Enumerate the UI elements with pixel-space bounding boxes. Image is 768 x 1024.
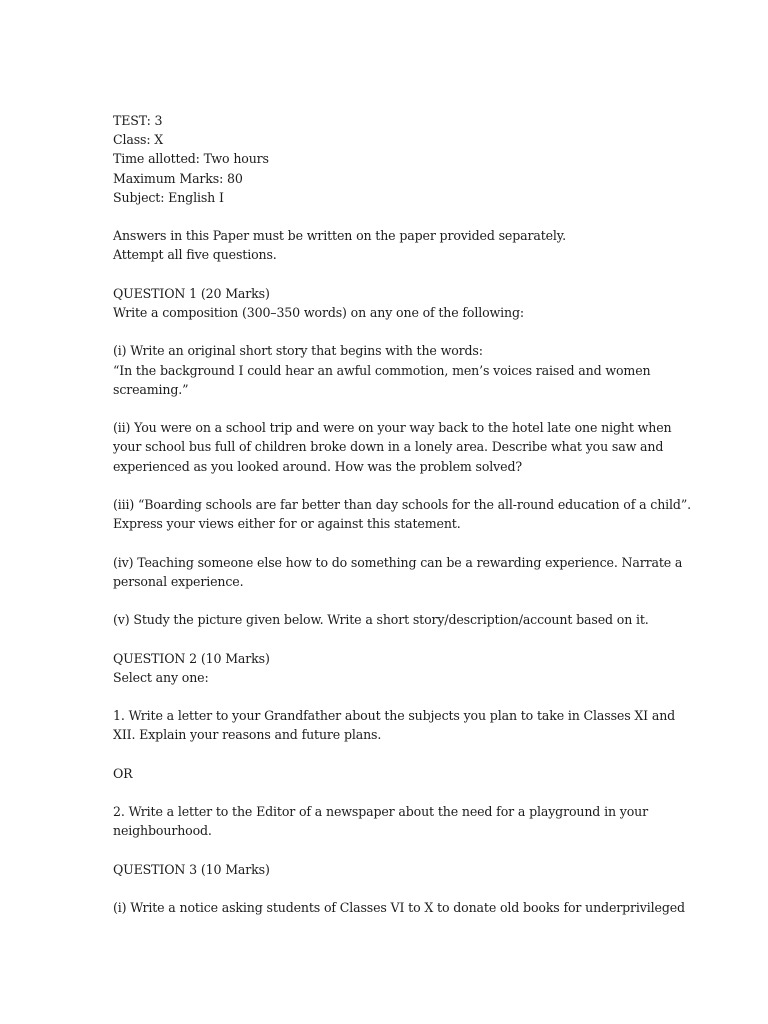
question-2-option-1	[113, 706, 676, 744]
question-heading: QUESTION 3 (10 Marks)	[113, 861, 270, 877]
question-2-option-2	[113, 802, 673, 840]
maximum-marks: Maximum Marks: 80	[113, 170, 243, 186]
option-text: 1. Write a letter to your Grandfather about the subjects you plan to take in Classes XI and	[113, 708, 676, 724]
question-prompt: Write a composition (300–350 words) on any one of the following:	[113, 305, 525, 320]
instruction-line: Answers in this Paper must be written on the paper provided separately.	[113, 228, 566, 244]
option-text: neighbourhood.	[113, 823, 212, 839]
or-separator: OR	[113, 765, 133, 781]
question-heading: QUESTION 2 (10 Marks)	[113, 650, 270, 666]
test-number: TEST: 3	[113, 113, 163, 128]
paper-header	[113, 111, 673, 207]
question-1	[113, 284, 691, 630]
option-text: (ii) You were on a school trip and were on your way back to the hotel late one night when	[113, 420, 672, 436]
question-1-option-v	[113, 610, 673, 629]
option-text: (i) Write a notice asking students of Classes VI to X to donate old books for underprivileged	[113, 900, 685, 916]
option-text: Express your views either for or against this statement.	[113, 516, 461, 532]
question-1-option-iv	[113, 553, 683, 591]
option-text: 2. Write a letter to the Editor of a newspaper about the need for a playground in your	[113, 804, 648, 820]
option-text: your school bus full of children broke down in a lonely area. Describe what you saw and	[113, 439, 664, 455]
option-text: screaming.”	[113, 381, 189, 397]
option-text: “In the background I could hear an awful commotion, men’s voices raised and women	[113, 362, 651, 378]
option-text: (v) Study the picture given below. Write a short story/description/account based on it.	[113, 612, 649, 628]
question-1-option-ii	[113, 418, 673, 476]
subject-label: Subject: English I	[113, 189, 224, 205]
question-heading: QUESTION 1 (20 Marks)	[113, 285, 270, 301]
time-allotted: Time allotted: Two hours	[113, 151, 269, 167]
exam-paper	[113, 111, 691, 917]
question-2	[113, 649, 676, 841]
option-text: (i) Write an original short story that begins with the words:	[113, 343, 483, 359]
option-text: (iv) Teaching someone else how to do something can be a rewarding experience. Narrate a	[113, 554, 683, 570]
option-text: (iii) “Boarding schools are far better than day schools for the all-round education of a child”.	[113, 496, 691, 512]
question-prompt: Select any one:	[113, 669, 209, 685]
question-1-option-iii	[113, 495, 691, 533]
instruction-line: Attempt all five questions.	[113, 247, 277, 263]
question-3-option-i	[113, 898, 685, 917]
option-text: experienced as you looked around. How was the problem solved?	[113, 458, 522, 474]
instructions	[113, 226, 673, 264]
class-label: Class: X	[113, 132, 164, 148]
option-text: personal experience.	[113, 573, 244, 589]
question-3	[113, 860, 685, 918]
option-text: XII. Explain your reasons and future plans.	[113, 727, 382, 743]
question-1-option-i	[113, 341, 673, 399]
